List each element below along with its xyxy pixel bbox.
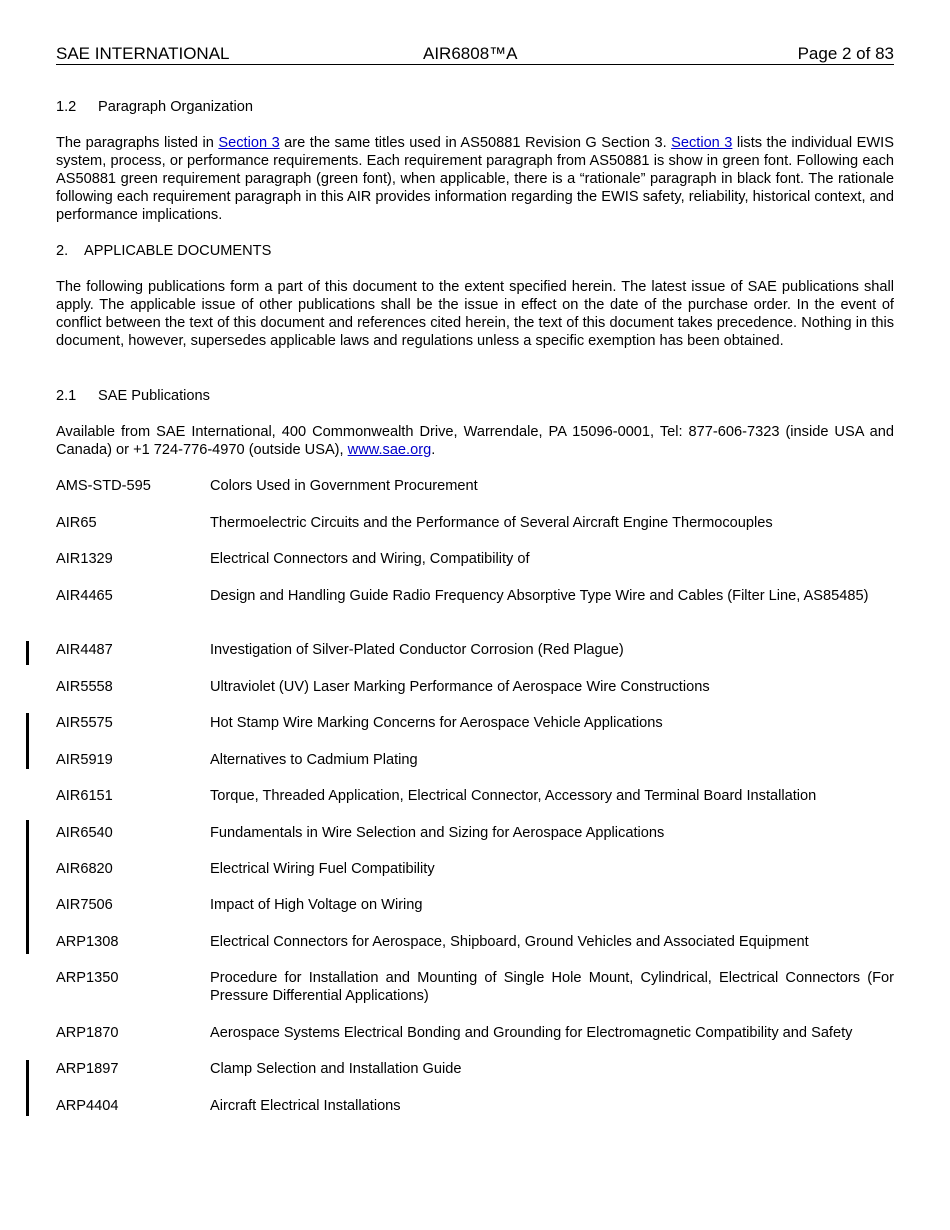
reference-id: AMS-STD-595	[56, 478, 151, 494]
reference-title: Electrical Connectors and Wiring, Compatibility of	[210, 551, 530, 567]
reference-id: ARP1308	[56, 934, 119, 950]
reference-title: Hot Stamp Wire Marking Concerns for Aerospace Vehicle Applications	[210, 715, 663, 731]
section-heading-2-1	[56, 387, 894, 405]
reference-title: Torque, Threaded Application, Electrical Connector, Accessory and Terminal Board Installation	[210, 788, 817, 804]
section-3-link-2[interactable]: Section 3	[671, 135, 733, 151]
sae-publications-text	[56, 423, 894, 459]
section-number: 2.1	[56, 388, 77, 404]
section-title: APPLICABLE DOCUMENTS	[84, 243, 272, 259]
section-title: Paragraph Organization	[98, 99, 253, 115]
reference-id: AIR4465	[56, 588, 113, 604]
reference-title: Ultraviolet (UV) Laser Marking Performance of Aerospace Wire Constructions	[210, 679, 710, 695]
reference-title: Alternatives to Cadmium Plating	[210, 752, 418, 768]
header-organization: SAE INTERNATIONAL	[56, 44, 230, 63]
reference-id: AIR6151	[56, 788, 113, 804]
reference-title: Colors Used in Government Procurement	[210, 478, 478, 494]
reference-id: AIR6820	[56, 861, 113, 877]
page-header	[56, 44, 894, 65]
reference-title: Electrical Wiring Fuel Compatibility	[210, 861, 435, 877]
header-document-id: AIR6808™A	[423, 44, 518, 63]
reference-id: AIR5919	[56, 752, 113, 768]
reference-id: AIR7506	[56, 897, 113, 913]
reference-id: AIR5558	[56, 679, 113, 695]
reference-title: Clamp Selection and Installation Guide	[210, 1061, 462, 1077]
reference-title: Electrical Connectors for Aerospace, Shipboard, Ground Vehicles and Associated Equipment	[210, 934, 809, 950]
section-3-link[interactable]: Section 3	[218, 135, 280, 151]
paragraph-text: Available from SAE International, 400 Commonwealth Drive, Warrendale, PA 15096-0001, Tel: 877-606-7323 (inside USA and Canada) or +1 724-776-4970 (outside USA),	[56, 424, 894, 458]
reference-title: Procedure for Installation and Mounting of Single Hole Mount, Cylindrical, Electrical Connectors (For Pressure Differential Applications)	[210, 970, 894, 1004]
reference-title: Thermoelectric Circuits and the Performance of Several Aircraft Engine Thermocouples	[210, 515, 773, 531]
reference-title: Fundamentals in Wire Selection and Sizing for Aerospace Applications	[210, 825, 665, 841]
reference-title: Investigation of Silver-Plated Conductor Corrosion (Red Plague)	[210, 642, 624, 658]
sae-website-link[interactable]: www.sae.org	[347, 442, 432, 458]
reference-id: ARP1350	[56, 970, 119, 986]
reference-id: AIR1329	[56, 551, 113, 567]
reference-id: AIR6540	[56, 825, 113, 841]
reference-id: ARP4404	[56, 1098, 119, 1114]
reference-id: AIR5575	[56, 715, 113, 731]
applicable-documents-text: The following publications form a part of this document to the extent specified herein. The latest issue of SAE publications shall apply. The applicable issue of other publications shall be the issue in effect on the date of the purchase order. In the event of conflict between the text of this document and references cited herein, the text of this document takes precedence. Nothing in this document, however, supersedes applicable laws and regulations unless a specific exemption has been obtained.	[56, 279, 894, 349]
reference-id: ARP1897	[56, 1061, 119, 1077]
reference-title: Aircraft Electrical Installations	[210, 1098, 401, 1114]
change-bar	[26, 820, 29, 954]
change-bar	[26, 641, 29, 665]
paragraph-text: lists the individual EWIS system, process, or performance requirements. Each requirement paragraph from AS50881 is show in green font. Following each AS50881 green requirement paragraph (green font), when applicable, there is a “rationale” paragraph in black font. The rationale following each requirement paragraph in this AIR provides information regarding the EWIS safety, reliability, historical context, and performance implications.	[56, 135, 894, 223]
reference-id: AIR4487	[56, 642, 113, 658]
section-heading-2	[56, 242, 894, 260]
header-page-number: Page 2 of 83	[797, 44, 894, 63]
reference-title: Design and Handling Guide Radio Frequency Absorptive Type Wire and Cables (Filter Line, AS85485)	[210, 588, 869, 604]
section-heading-1-2	[56, 98, 894, 116]
change-bar	[26, 713, 29, 769]
paragraph-organization-text	[56, 134, 894, 224]
paragraph-text: The paragraphs listed in	[56, 135, 219, 151]
section-title: SAE Publications	[98, 388, 210, 404]
reference-title: Aerospace Systems Electrical Bonding and Grounding for Electromagnetic Compatibility and Safety	[210, 1025, 853, 1041]
paragraph-text: .	[431, 442, 436, 458]
change-bar	[26, 1060, 29, 1116]
paragraph-text: are the same titles used in AS50881 Revision G Section 3.	[279, 135, 672, 151]
reference-title: Impact of High Voltage on Wiring	[210, 897, 423, 913]
reference-id: ARP1870	[56, 1025, 119, 1041]
section-number: 1.2	[56, 99, 77, 115]
reference-id: AIR65	[56, 515, 97, 531]
section-number: 2.	[56, 243, 69, 259]
